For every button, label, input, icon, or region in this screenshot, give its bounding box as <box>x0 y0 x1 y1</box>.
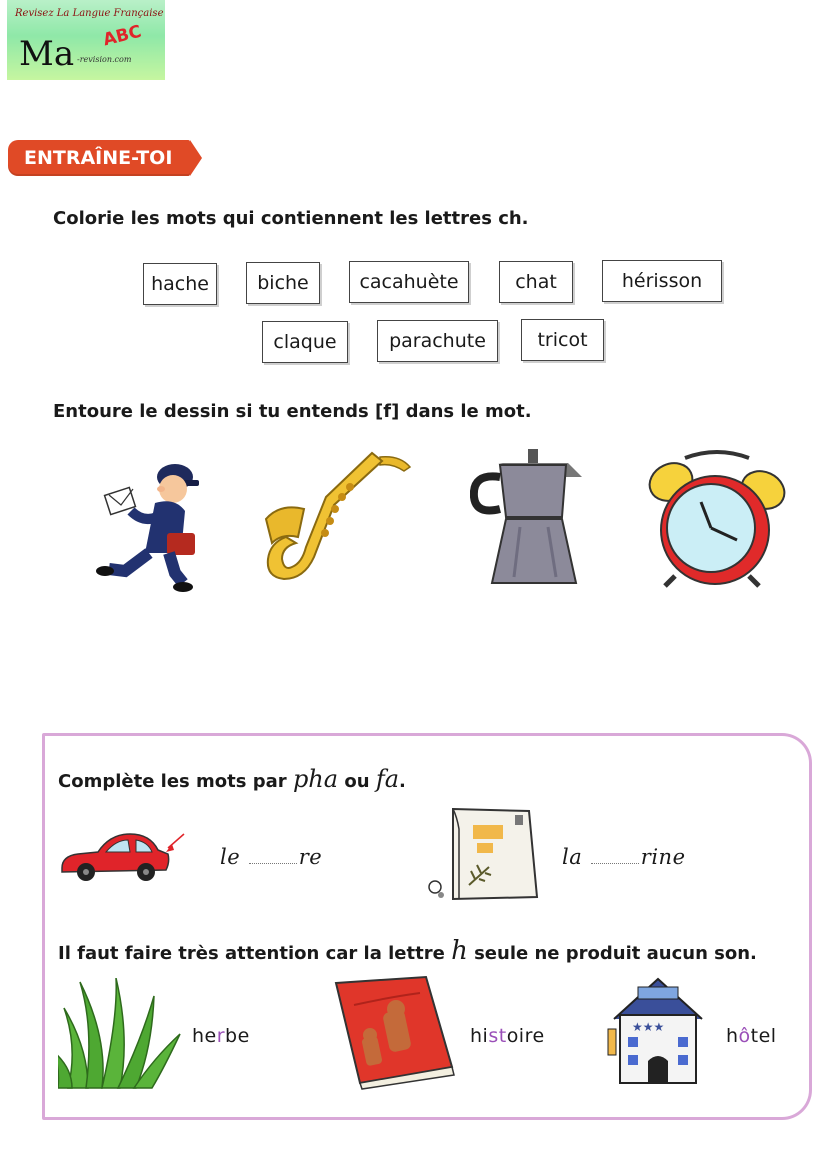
exercise3-instruction: Complète les mots par pha ou fa. <box>58 765 406 793</box>
word-box-parachute[interactable]: parachute <box>377 320 498 362</box>
word-herbe-highlight: r <box>216 1025 226 1047</box>
grass-picture <box>58 978 183 1093</box>
ending-re: re <box>298 845 323 869</box>
site-logo <box>7 0 165 80</box>
word-herbe-part3: be <box>225 1025 250 1047</box>
article-le: le <box>220 845 241 869</box>
exercise4-instruction-start: Il faut faire très attention car la lettre <box>58 943 445 964</box>
word-histoire-part3: oire <box>506 1025 545 1047</box>
section-title-ribbon: ENTRAÎNE-TOI <box>8 140 190 176</box>
word-box-biche[interactable]: biche <box>246 262 320 304</box>
flour-bag-picture <box>425 805 540 905</box>
exercise4-instruction-end: seule ne produit aucun son. <box>474 943 757 964</box>
letter-h: h <box>451 936 468 966</box>
svg-text:★★★: ★★★ <box>632 1020 665 1034</box>
book-picture <box>330 975 460 1090</box>
option-fa: fa <box>375 765 400 793</box>
word-box-hache[interactable]: hache <box>143 263 217 305</box>
word-box-cacahuete[interactable]: cacahuète <box>349 261 469 303</box>
word-box-claque[interactable]: claque <box>262 321 348 363</box>
article-la: la <box>562 845 583 869</box>
exercise1-instruction: Colorie les mots qui contiennent les lettres ch. <box>53 208 529 229</box>
postman-picture[interactable] <box>95 445 205 595</box>
word-histoire-part1: hi <box>470 1025 489 1047</box>
ending-rine: rine <box>640 845 686 869</box>
word-hotel-part1: h <box>726 1025 739 1047</box>
exercise3-instruction-start: Complète les mots par <box>58 771 287 792</box>
word-histoire <box>470 1025 545 1047</box>
blank-input-2[interactable] <box>591 863 639 864</box>
logo-main-text: Ma <box>19 34 75 74</box>
exercise4-instruction <box>58 936 757 966</box>
logo-domain: -revision.com <box>77 55 132 64</box>
option-pha: pha <box>292 765 339 793</box>
hotel-picture <box>602 975 714 1087</box>
coffee-pot-picture[interactable] <box>470 447 585 587</box>
logo-abc: ABC <box>101 21 144 51</box>
word-box-tricot[interactable]: tricot <box>521 319 604 361</box>
word-hotel <box>726 1025 777 1047</box>
word-hotel-part3: tel <box>750 1025 777 1047</box>
word-hotel-highlight: ô <box>738 1025 751 1047</box>
fill-word-phare <box>220 845 322 869</box>
saxophone-picture[interactable] <box>262 447 412 587</box>
exercise3-instruction-mid: ou <box>344 771 370 792</box>
fill-word-farine <box>562 845 686 869</box>
logo-tagline: Revisez La Langue Française <box>15 8 164 19</box>
exercise2-instruction: Entoure le dessin si tu entends [f] dans le mot. <box>53 401 532 422</box>
word-histoire-highlight: st <box>488 1025 507 1047</box>
word-herbe-part1: he <box>192 1025 217 1047</box>
blank-input-1[interactable] <box>249 863 297 864</box>
car-picture <box>58 828 193 888</box>
word-box-herisson[interactable]: hérisson <box>602 260 722 302</box>
alarm-clock-picture[interactable] <box>645 448 790 588</box>
word-box-chat[interactable]: chat <box>499 261 573 303</box>
word-herbe <box>192 1025 250 1047</box>
